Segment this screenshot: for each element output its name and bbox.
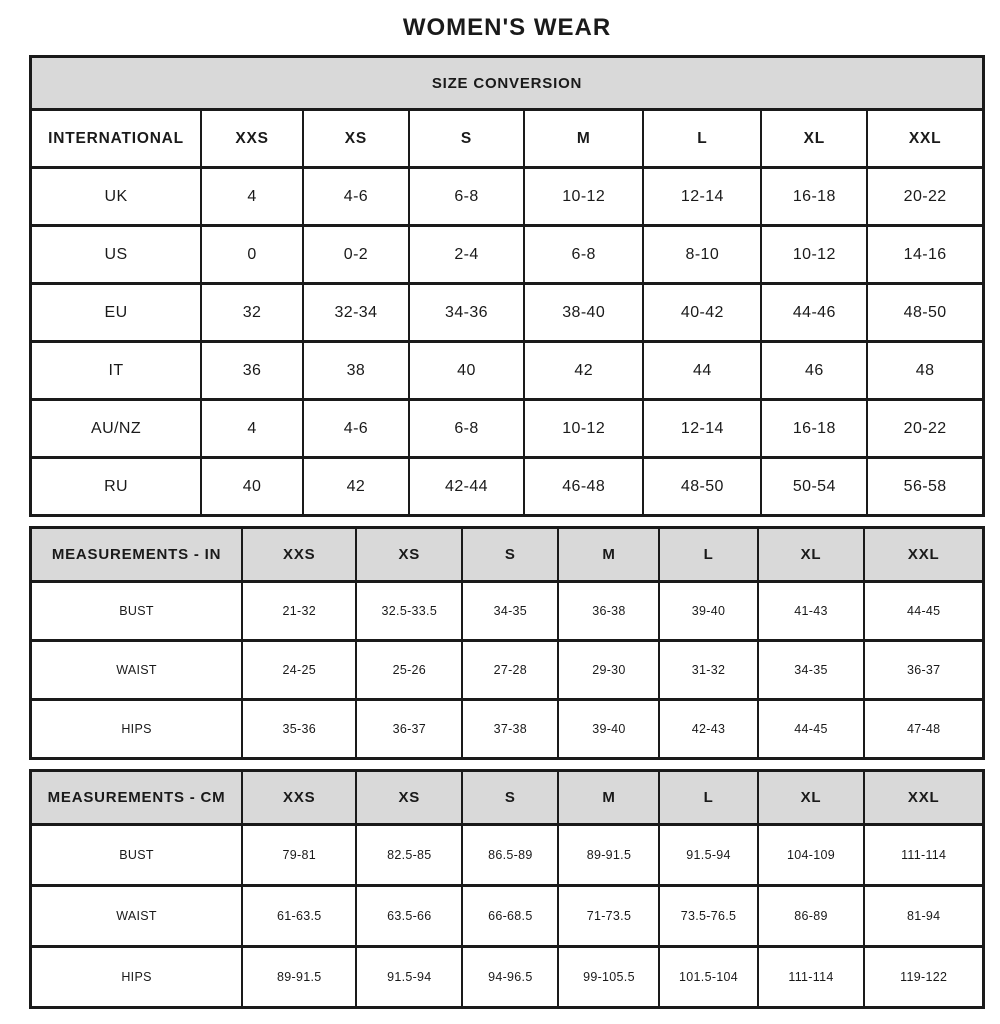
- column-header: XL: [761, 110, 867, 168]
- table-row: [31, 226, 984, 284]
- value-cell: 42-43: [659, 700, 757, 759]
- column-header: INTERNATIONAL: [31, 110, 202, 168]
- value-cell: 63.5-66: [356, 886, 462, 947]
- row-label: BUST: [31, 582, 243, 641]
- table-banner: SIZE CONVERSION: [31, 57, 984, 110]
- value-cell: 4: [201, 168, 303, 226]
- value-cell: 32: [201, 284, 303, 342]
- row-label: WAIST: [31, 886, 243, 947]
- value-cell: 104-109: [758, 825, 865, 886]
- value-cell: 36-37: [356, 700, 462, 759]
- value-cell: 111-114: [864, 825, 983, 886]
- value-cell: 119-122: [864, 947, 983, 1008]
- value-cell: 44-45: [864, 582, 983, 641]
- value-cell: 46-48: [524, 458, 643, 516]
- value-cell: 39-40: [558, 700, 659, 759]
- row-label: WAIST: [31, 641, 243, 700]
- column-header: XS: [356, 528, 462, 582]
- size-conversion-table: [29, 55, 985, 517]
- column-header: M: [558, 771, 659, 825]
- value-cell: 40: [201, 458, 303, 516]
- value-cell: 44-46: [761, 284, 867, 342]
- value-cell: 40: [409, 342, 524, 400]
- row-label: BUST: [31, 825, 243, 886]
- column-header: XL: [758, 771, 865, 825]
- column-header: S: [409, 110, 524, 168]
- value-cell: 44: [643, 342, 761, 400]
- value-cell: 42-44: [409, 458, 524, 516]
- value-cell: 27-28: [462, 641, 558, 700]
- value-cell: 36-37: [864, 641, 983, 700]
- column-header: M: [558, 528, 659, 582]
- value-cell: 12-14: [643, 168, 761, 226]
- value-cell: 36-38: [558, 582, 659, 641]
- row-label: AU/NZ: [31, 400, 202, 458]
- table-row: [31, 886, 984, 947]
- value-cell: 81-94: [864, 886, 983, 947]
- value-cell: 2-4: [409, 226, 524, 284]
- table-banner-row: [31, 57, 984, 110]
- column-header: S: [462, 771, 558, 825]
- header-row: [31, 110, 984, 168]
- measurements-in-table: [29, 526, 985, 760]
- table-row: [31, 582, 984, 641]
- value-cell: 4: [201, 400, 303, 458]
- column-header: M: [524, 110, 643, 168]
- column-header: MEASUREMENTS - IN: [31, 528, 243, 582]
- value-cell: 48-50: [867, 284, 983, 342]
- value-cell: 39-40: [659, 582, 757, 641]
- value-cell: 91.5-94: [356, 947, 462, 1008]
- value-cell: 34-36: [409, 284, 524, 342]
- value-cell: 42: [524, 342, 643, 400]
- row-label: UK: [31, 168, 202, 226]
- column-header: XS: [356, 771, 462, 825]
- value-cell: 37-38: [462, 700, 558, 759]
- column-header: XXL: [864, 771, 983, 825]
- value-cell: 73.5-76.5: [659, 886, 757, 947]
- row-label: EU: [31, 284, 202, 342]
- value-cell: 101.5-104: [659, 947, 757, 1008]
- value-cell: 38: [303, 342, 409, 400]
- value-cell: 79-81: [242, 825, 356, 886]
- value-cell: 86.5-89: [462, 825, 558, 886]
- value-cell: 6-8: [409, 168, 524, 226]
- value-cell: 47-48: [864, 700, 983, 759]
- table-row: [31, 641, 984, 700]
- value-cell: 91.5-94: [659, 825, 757, 886]
- column-header: L: [659, 771, 757, 825]
- value-cell: 8-10: [643, 226, 761, 284]
- value-cell: 35-36: [242, 700, 356, 759]
- page-title: WOMEN'S WEAR: [402, 14, 612, 41]
- table-row: [31, 700, 984, 759]
- value-cell: 24-25: [242, 641, 356, 700]
- row-label: RU: [31, 458, 202, 516]
- value-cell: 31-32: [659, 641, 757, 700]
- value-cell: 66-68.5: [462, 886, 558, 947]
- header-row: [31, 528, 984, 582]
- table-row: [31, 947, 984, 1008]
- column-header: L: [659, 528, 757, 582]
- column-header: S: [462, 528, 558, 582]
- value-cell: 41-43: [758, 582, 865, 641]
- value-cell: 10-12: [524, 400, 643, 458]
- header-row: [31, 771, 984, 825]
- column-header: XXL: [867, 110, 983, 168]
- value-cell: 0: [201, 226, 303, 284]
- column-header: XL: [758, 528, 865, 582]
- value-cell: 38-40: [524, 284, 643, 342]
- value-cell: 34-35: [758, 641, 865, 700]
- table-row: [31, 458, 984, 516]
- value-cell: 21-32: [242, 582, 356, 641]
- value-cell: 71-73.5: [558, 886, 659, 947]
- row-label: US: [31, 226, 202, 284]
- column-header: MEASUREMENTS - CM: [31, 771, 243, 825]
- table-row: [31, 168, 984, 226]
- value-cell: 46: [761, 342, 867, 400]
- table-row: [31, 342, 984, 400]
- value-cell: 48: [867, 342, 983, 400]
- value-cell: 50-54: [761, 458, 867, 516]
- column-header: L: [643, 110, 761, 168]
- value-cell: 32-34: [303, 284, 409, 342]
- value-cell: 16-18: [761, 168, 867, 226]
- value-cell: 29-30: [558, 641, 659, 700]
- value-cell: 20-22: [867, 168, 983, 226]
- value-cell: 48-50: [643, 458, 761, 516]
- value-cell: 6-8: [524, 226, 643, 284]
- value-cell: 32.5-33.5: [356, 582, 462, 641]
- value-cell: 89-91.5: [558, 825, 659, 886]
- value-cell: 111-114: [758, 947, 865, 1008]
- row-label: HIPS: [31, 947, 243, 1008]
- column-header: XS: [303, 110, 409, 168]
- column-header: XXS: [242, 528, 356, 582]
- table-row: [31, 400, 984, 458]
- value-cell: 20-22: [867, 400, 983, 458]
- value-cell: 0-2: [303, 226, 409, 284]
- value-cell: 42: [303, 458, 409, 516]
- value-cell: 61-63.5: [242, 886, 356, 947]
- value-cell: 4-6: [303, 168, 409, 226]
- column-header: XXL: [864, 528, 983, 582]
- column-header: XXS: [242, 771, 356, 825]
- value-cell: 10-12: [761, 226, 867, 284]
- row-label: HIPS: [31, 700, 243, 759]
- value-cell: 82.5-85: [356, 825, 462, 886]
- measurements-cm-table: [29, 769, 985, 1009]
- value-cell: 34-35: [462, 582, 558, 641]
- value-cell: 40-42: [643, 284, 761, 342]
- value-cell: 89-91.5: [242, 947, 356, 1008]
- value-cell: 86-89: [758, 886, 865, 947]
- value-cell: 36: [201, 342, 303, 400]
- value-cell: 10-12: [524, 168, 643, 226]
- value-cell: 6-8: [409, 400, 524, 458]
- value-cell: 12-14: [643, 400, 761, 458]
- value-cell: 94-96.5: [462, 947, 558, 1008]
- value-cell: 56-58: [867, 458, 983, 516]
- column-header: XXS: [201, 110, 303, 168]
- value-cell: 25-26: [356, 641, 462, 700]
- value-cell: 99-105.5: [558, 947, 659, 1008]
- table-row: [31, 825, 984, 886]
- value-cell: 16-18: [761, 400, 867, 458]
- table-row: [31, 284, 984, 342]
- value-cell: 14-16: [867, 226, 983, 284]
- value-cell: 4-6: [303, 400, 409, 458]
- value-cell: 44-45: [758, 700, 865, 759]
- row-label: IT: [31, 342, 202, 400]
